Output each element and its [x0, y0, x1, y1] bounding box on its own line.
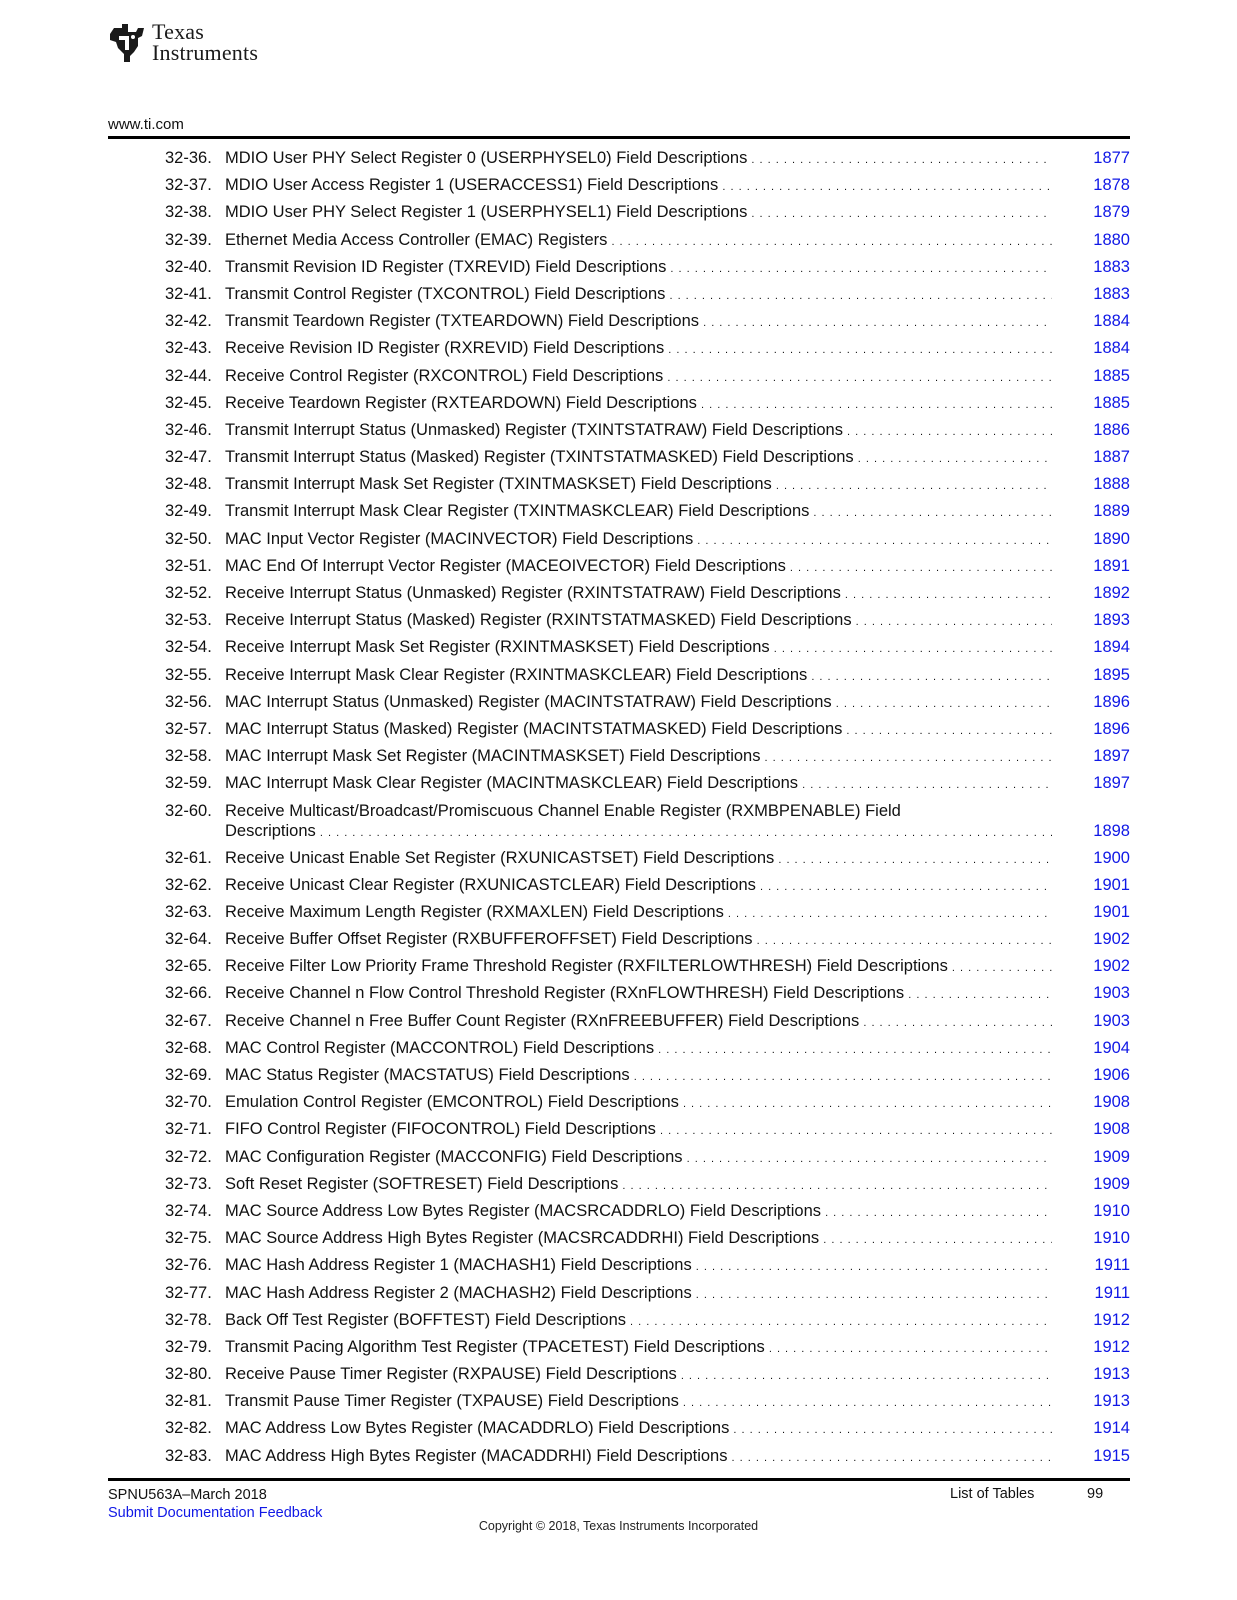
doc-id: SPNU563A–March 2018	[108, 1487, 267, 1503]
toc-entry-title: Receive Unicast Clear Register (RXUNICASTCLEAR) Field Descriptions . . .	[225, 872, 1052, 901]
toc-entry-page-link[interactable]: 1896	[1093, 719, 1130, 738]
toc-entry-title: Transmit Interrupt Status (Masked) Register (TXINTSTATMASKED) Field Descriptions . . .	[225, 444, 1052, 473]
toc-entry-number: 32-83.	[165, 1446, 212, 1465]
logo-line-1: Texas	[152, 19, 204, 44]
toc-entry-page-link[interactable]: 1903	[1093, 1011, 1130, 1030]
toc-entry-title: MAC Hash Address Register 1 (MACHASH1) Field Descriptions . . .	[225, 1252, 1052, 1281]
logo-line-2: Instruments	[152, 40, 259, 65]
toc-entry-title: Receive Teardown Register (RXTEARDOWN) Field Descriptions . . .	[225, 390, 1052, 419]
toc-entry[interactable]	[165, 662, 1130, 689]
toc-entry-page-link[interactable]: 1877	[1093, 149, 1130, 167]
toc-entry-page-link[interactable]: 1911	[1094, 1256, 1130, 1275]
toc-entry-number: 32-77.	[165, 1283, 212, 1302]
toc-entry[interactable]	[165, 953, 1130, 980]
toc-entry-number: 32-36.	[165, 149, 212, 167]
toc-entry-title: MAC Source Address Low Bytes Register (MACSRCADDRLO) Field Descriptions . . .	[225, 1198, 1052, 1227]
toc-entry-number: 32-41.	[165, 284, 212, 303]
toc-entry-title-continued: Descriptions . . .	[225, 818, 1052, 847]
toc-entry-title: Transmit Pacing Algorithm Test Register (TPACETEST) Field Descriptions . . .	[225, 1334, 1052, 1363]
toc-entry[interactable]	[165, 254, 1130, 281]
toc-entry-page-link[interactable]: 1878	[1093, 176, 1130, 195]
toc-entry-title: MAC Address Low Bytes Register (MACADDRLO) Field Descriptions . . .	[225, 1415, 1052, 1444]
toc-entry-page-link[interactable]: 1888	[1093, 475, 1130, 494]
toc-entry-page-link[interactable]: 1913	[1093, 1392, 1130, 1411]
toc-entry-title: Receive Channel n Flow Control Threshold Register (RXnFLOWTHRESH) Field Descriptions . . .	[225, 980, 1052, 1009]
toc-entry-page-link[interactable]: 1908	[1093, 1120, 1130, 1139]
toc-entry-number: 32-58.	[165, 747, 212, 766]
toc-entry-page-link[interactable]: 1894	[1093, 638, 1130, 657]
toc-entry-page-link[interactable]: 1879	[1093, 203, 1130, 222]
toc-entry-number: 32-82.	[165, 1419, 212, 1438]
toc-entry-title: Soft Reset Register (SOFTRESET) Field Descriptions . . .	[225, 1171, 1052, 1200]
toc-entry-page-link[interactable]: 1900	[1093, 848, 1130, 867]
toc-entry-page-link[interactable]: 1892	[1093, 584, 1130, 602]
toc-entry-number: 32-68.	[165, 1038, 212, 1057]
toc-entry-number: 32-44.	[165, 366, 212, 385]
toc-entry-number: 32-66.	[165, 984, 212, 1003]
toc-entry[interactable]	[165, 1280, 1130, 1307]
toc-entry-title: Ethernet Media Access Controller (EMAC) Registers . . .	[225, 227, 1052, 256]
toc-entry-number: 32-73.	[165, 1174, 212, 1193]
toc-entry-number: 32-37.	[165, 176, 212, 195]
toc-entry-number: 32-55.	[165, 665, 212, 684]
toc-entry[interactable]	[165, 172, 1130, 199]
toc-entry-number: 32-43.	[165, 339, 212, 358]
toc-entry-page-link[interactable]: 1896	[1093, 692, 1130, 711]
toc-entry[interactable]	[165, 634, 1130, 661]
toc-entry[interactable]	[165, 1443, 1130, 1470]
toc-entry-title: Receive Unicast Enable Set Register (RXUNICASTSET) Field Descriptions . . .	[225, 845, 1052, 874]
toc-entry-title: MAC Address High Bytes Register (MACADDRHI) Field Descriptions . . .	[225, 1443, 1052, 1472]
toc-entry-title: Transmit Revision ID Register (TXREVID) Field Descriptions . . .	[225, 254, 1052, 283]
toc-entry[interactable]	[165, 1307, 1130, 1334]
toc-entry-page-link[interactable]: 1893	[1093, 611, 1130, 630]
toc-entry[interactable]	[165, 1334, 1130, 1361]
toc-entry[interactable]	[165, 899, 1130, 926]
toc-entry[interactable]	[165, 1198, 1130, 1225]
toc-entry[interactable]	[165, 199, 1130, 226]
toc-entry-title: Receive Interrupt Mask Set Register (RXINTMASKSET) Field Descriptions . . .	[225, 634, 1052, 663]
toc-entry-title: MAC Status Register (MACSTATUS) Field Descriptions . . .	[225, 1062, 1052, 1091]
toc-entry-number: 32-40.	[165, 257, 212, 276]
toc-entry-page-link[interactable]: 1901	[1093, 875, 1130, 894]
toc-entry-number: 32-47.	[165, 448, 212, 467]
copyright: Copyright © 2018, Texas Instruments Incorporated	[478, 1519, 759, 1533]
toc-entry[interactable]	[165, 980, 1130, 1007]
toc-entry-page-link[interactable]: 1908	[1093, 1093, 1130, 1112]
toc-entry-page-link[interactable]: 1910	[1093, 1201, 1130, 1220]
toc-entry-number: 32-59.	[165, 774, 212, 793]
toc-entry-number: 32-78.	[165, 1310, 212, 1329]
toc-entry-number: 32-69.	[165, 1066, 212, 1084]
toc-entry-page-link[interactable]: 1909	[1093, 1147, 1130, 1166]
toc-entry-number: 32-61.	[165, 848, 212, 867]
toc-entry-page-link[interactable]: 1902	[1093, 930, 1130, 949]
toc-entry-page-link[interactable]: 1912	[1093, 1310, 1130, 1329]
toc-entry[interactable]	[165, 335, 1130, 362]
toc-entry-page-link[interactable]: 1897	[1093, 774, 1130, 793]
toc-entry-page-link[interactable]: 1911	[1094, 1283, 1130, 1302]
toc-entry-page-link[interactable]: 1884	[1093, 312, 1130, 331]
toc-entry-title: MAC Interrupt Status (Unmasked) Register (MACINTSTATRAW) Field Descriptions . . .	[225, 689, 1052, 718]
toc-entry-title: MDIO User Access Register 1 (USERACCESS1) Field Descriptions . . .	[225, 172, 1052, 201]
toc-entry[interactable]	[165, 1171, 1130, 1198]
toc-entry-number: 32-56.	[165, 692, 212, 711]
toc-entry[interactable]	[165, 689, 1130, 716]
toc-entry-title: MAC Interrupt Status (Masked) Register (MACINTSTATMASKED) Field Descriptions . . .	[225, 716, 1052, 745]
toc-entry-title: Receive Buffer Offset Register (RXBUFFEROFFSET) Field Descriptions . . .	[225, 926, 1052, 955]
toc-entry-page-link[interactable]: 1885	[1093, 393, 1130, 412]
toc-entry[interactable]	[165, 1225, 1130, 1252]
toc-entry[interactable]	[165, 1008, 1130, 1035]
toc-entry-title: MAC Interrupt Mask Set Register (MACINTMASKSET) Field Descriptions . . .	[225, 743, 1052, 772]
toc-entry-title: Transmit Interrupt Mask Set Register (TXINTMASKSET) Field Descriptions . . .	[225, 471, 1052, 500]
toc-entry-number: 32-39.	[165, 230, 212, 249]
toc-entry[interactable]	[165, 607, 1130, 634]
toc-entry-number: 32-75.	[165, 1229, 212, 1248]
toc-entry-title: MAC Input Vector Register (MACINVECTOR) Field Descriptions . . .	[225, 526, 1052, 555]
toc-entry-number: 32-70.	[165, 1093, 212, 1112]
toc-entry[interactable]	[165, 770, 1130, 797]
footer-left	[108, 1486, 322, 1522]
toc-entry[interactable]	[165, 926, 1130, 953]
toc-entry-title: Receive Multicast/Broadcast/Promiscuous Channel Enable Register (RXMBPENABLE) Field	[225, 801, 901, 820]
toc-entry-number: 32-71.	[165, 1120, 212, 1139]
toc-entry-title: Back Off Test Register (BOFFTEST) Field Descriptions . . .	[225, 1307, 1052, 1336]
toc-entry[interactable]	[165, 1062, 1130, 1089]
toc-entry-number: 32-79.	[165, 1337, 212, 1356]
toc-entry-page-link[interactable]: 1901	[1093, 902, 1130, 921]
toc-entry-title: MDIO User PHY Select Register 0 (USERPHYSEL0) Field Descriptions . . .	[225, 145, 1052, 174]
toc-entry-page-link[interactable]: 1912	[1093, 1337, 1130, 1356]
toc-entry-page-link[interactable]: 1889	[1093, 502, 1130, 521]
toc-entry-number: 32-72.	[165, 1147, 212, 1166]
toc-entry-title: Receive Maximum Length Register (RXMAXLEN) Field Descriptions . . .	[225, 899, 1052, 928]
toc-entry-page-link[interactable]: 1897	[1093, 747, 1130, 766]
toc-entry[interactable]	[165, 471, 1130, 498]
toc-entry-number: 32-60.	[165, 801, 212, 820]
toc-entry-title: MDIO User PHY Select Register 1 (USERPHYSEL1) Field Descriptions . . .	[225, 199, 1052, 228]
toc-entry[interactable]	[165, 1388, 1130, 1415]
toc-entry-title: MAC Configuration Register (MACCONFIG) Field Descriptions . . .	[225, 1144, 1052, 1173]
toc-entry[interactable]	[165, 281, 1130, 308]
toc-entry-page-link[interactable]: 1909	[1093, 1174, 1130, 1193]
toc-entry-page-link[interactable]: 1904	[1093, 1038, 1130, 1057]
toc-entry-page-link[interactable]: 1883	[1093, 257, 1130, 276]
toc-entry[interactable]	[165, 872, 1130, 899]
toc-entry-title: Transmit Control Register (TXCONTROL) Field Descriptions . . .	[225, 281, 1052, 310]
toc-entry-title: Receive Interrupt Status (Unmasked) Register (RXINTSTATRAW) Field Descriptions . . .	[225, 580, 1052, 609]
ti-logo-text	[152, 19, 259, 65]
toc-entry-page-link[interactable]: 1895	[1093, 665, 1130, 684]
toc-entry[interactable]	[165, 716, 1130, 743]
toc-entry[interactable]	[165, 1089, 1130, 1116]
toc-entry[interactable]	[165, 743, 1130, 770]
toc-entry[interactable]	[165, 580, 1130, 607]
toc-entry-number: 32-65.	[165, 957, 212, 976]
website-link[interactable]: www.ti.com	[108, 116, 184, 133]
toc-entry-page-link[interactable]: 1902	[1093, 957, 1130, 976]
toc-entry-number: 32-67.	[165, 1011, 212, 1030]
toc-entry-page-link[interactable]: 1885	[1093, 366, 1130, 385]
toc-entry[interactable]	[165, 1035, 1130, 1062]
toc-entry[interactable]	[165, 145, 1130, 172]
toc-entry[interactable]	[165, 1252, 1130, 1279]
toc-entry-number: 32-62.	[165, 875, 212, 894]
toc-entry-title: Transmit Interrupt Status (Unmasked) Register (TXINTSTATRAW) Field Descriptions . . .	[225, 417, 1052, 446]
header-rule	[108, 136, 1130, 139]
toc-entry[interactable]	[165, 1144, 1130, 1171]
toc-entry-page-link[interactable]: 1915	[1093, 1446, 1130, 1465]
toc-entry-title: Receive Interrupt Mask Clear Register (RXINTMASKCLEAR) Field Descriptions . . .	[225, 662, 1052, 691]
toc-entry-page-link[interactable]: 1883	[1093, 284, 1130, 303]
toc-entry-page-link[interactable]: 1910	[1093, 1229, 1130, 1248]
toc-entry-number: 32-63.	[165, 902, 212, 921]
toc-entry-number: 32-64.	[165, 930, 212, 949]
toc-entry-page-link[interactable]: 1903	[1093, 984, 1130, 1003]
toc-entry-page-link[interactable]: 1891	[1093, 556, 1130, 575]
toc-entry-page-link[interactable]: 1880	[1093, 230, 1130, 249]
toc-entry-title: Transmit Interrupt Mask Clear Register (TXINTMASKCLEAR) Field Descriptions . . .	[225, 498, 1052, 527]
toc-entry-number: 32-45.	[165, 393, 212, 412]
toc-entry[interactable]	[165, 1415, 1130, 1442]
toc-entry-number: 32-48.	[165, 475, 212, 494]
toc-entry-number: 32-38.	[165, 203, 212, 222]
toc-entry-title: MAC Hash Address Register 2 (MACHASH2) Field Descriptions . . .	[225, 1280, 1052, 1309]
toc-entry-number: 32-54.	[165, 638, 212, 657]
toc-entry-page-link[interactable]: 1884	[1093, 339, 1130, 358]
toc-entry-title: Receive Interrupt Status (Masked) Register (RXINTSTATMASKED) Field Descriptions . . .	[225, 607, 1052, 636]
toc-entry-number: 32-81.	[165, 1392, 212, 1411]
toc-entry-number: 32-74.	[165, 1201, 212, 1220]
ti-logo	[108, 19, 259, 65]
toc-entry-page-link[interactable]: 1886	[1093, 420, 1130, 439]
ti-logo-icon	[108, 22, 148, 64]
table-of-contents	[165, 145, 1130, 1470]
toc-entry-number: 32-42.	[165, 312, 212, 331]
toc-entry-number: 32-53.	[165, 611, 212, 630]
toc-entry-title: Receive Pause Timer Register (RXPAUSE) Field Descriptions . . .	[225, 1361, 1052, 1390]
toc-entry[interactable]	[165, 390, 1130, 417]
toc-entry-title: Receive Filter Low Priority Frame Threshold Register (RXFILTERLOWTHRESH) Field Descriptions . . .	[225, 953, 1052, 982]
feedback-link[interactable]: Submit Documentation Feedback	[108, 1505, 323, 1521]
toc-entry-title: Receive Channel n Free Buffer Count Register (RXnFREEBUFFER) Field Descriptions . . .	[225, 1008, 1052, 1037]
toc-entry[interactable]	[165, 444, 1130, 471]
toc-entry-title: Receive Control Register (RXCONTROL) Field Descriptions . . .	[225, 363, 1052, 392]
toc-entry-page-link[interactable]: 1890	[1093, 529, 1130, 548]
toc-entry[interactable]	[165, 553, 1130, 580]
footer-section: List of Tables	[950, 1486, 1035, 1502]
toc-entry-number: 32-46.	[165, 420, 212, 439]
toc-entry-title: Emulation Control Register (EMCONTROL) Field Descriptions . . .	[225, 1089, 1052, 1118]
toc-entry[interactable]	[165, 308, 1130, 335]
toc-entry[interactable]	[165, 798, 1130, 845]
toc-entry[interactable]	[165, 526, 1130, 553]
toc-entry-page-link[interactable]: 1906	[1093, 1066, 1130, 1084]
toc-entry-page-link[interactable]: 1914	[1093, 1419, 1130, 1438]
toc-entry-number: 32-51.	[165, 556, 212, 575]
toc-entry-number: 32-57.	[165, 719, 212, 738]
toc-entry[interactable]	[165, 1116, 1130, 1143]
toc-entry-page-link[interactable]: 1913	[1093, 1365, 1130, 1384]
footer-page-number: 99	[1087, 1486, 1104, 1502]
toc-entry-title: Receive Revision ID Register (RXREVID) Field Descriptions . . .	[225, 335, 1052, 364]
footer-rule	[108, 1478, 1130, 1481]
toc-entry[interactable]	[165, 845, 1130, 872]
toc-entry-title: Transmit Pause Timer Register (TXPAUSE) Field Descriptions . . .	[225, 1388, 1052, 1417]
toc-entry[interactable]	[165, 498, 1130, 525]
toc-entry-title: MAC Control Register (MACCONTROL) Field Descriptions . . .	[225, 1035, 1052, 1064]
toc-entry-number: 32-50.	[165, 529, 212, 548]
toc-entry[interactable]	[165, 1361, 1130, 1388]
toc-entry-number: 32-76.	[165, 1256, 212, 1275]
toc-entry-number: 32-80.	[165, 1365, 212, 1384]
toc-entry-title: FIFO Control Register (FIFOCONTROL) Field Descriptions . . .	[225, 1116, 1052, 1145]
toc-entry-page-link[interactable]: 1898	[1093, 821, 1130, 840]
toc-entry[interactable]	[165, 363, 1130, 390]
toc-entry-title: MAC End Of Interrupt Vector Register (MACEOIVECTOR) Field Descriptions . . .	[225, 553, 1052, 582]
toc-entry-title: MAC Interrupt Mask Clear Register (MACINTMASKCLEAR) Field Descriptions . . .	[225, 770, 1052, 799]
toc-entry[interactable]	[165, 417, 1130, 444]
toc-entry-title: MAC Source Address High Bytes Register (MACSRCADDRHI) Field Descriptions . . .	[225, 1225, 1052, 1254]
toc-entry-page-link[interactable]: 1887	[1093, 448, 1130, 467]
toc-entry-number: 32-52.	[165, 584, 212, 602]
toc-entry-title: Transmit Teardown Register (TXTEARDOWN) Field Descriptions . . .	[225, 308, 1052, 337]
toc-entry[interactable]	[165, 227, 1130, 254]
toc-entry-number: 32-49.	[165, 502, 212, 521]
